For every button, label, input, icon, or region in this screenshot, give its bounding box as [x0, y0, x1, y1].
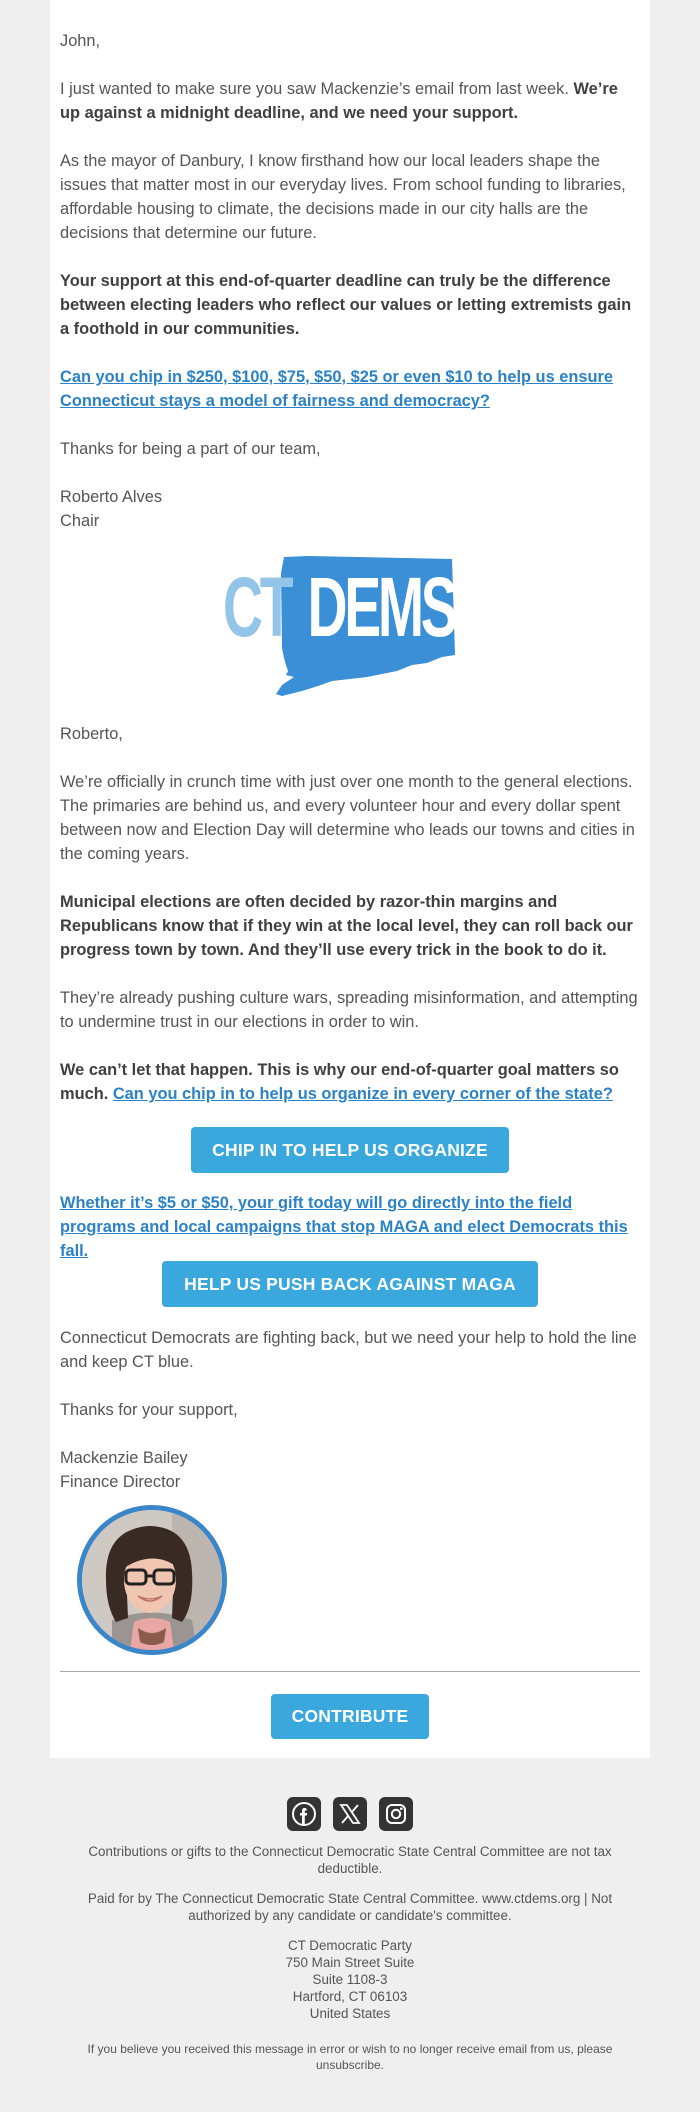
paragraph	[60, 365, 640, 413]
ct-dems-logo	[222, 553, 472, 701]
organize-link[interactable]: Can you chip in to help us organize in every corner of the state?	[112, 1085, 613, 1103]
paragraph: They’re already pushing culture wars, spreading misinformation, and attempting to undermine trust in our elections in order to win.	[60, 989, 638, 1031]
tax-disclaimer: Contributions or gifts to the Connecticut Democratic State Central Committee are not tax deductible.	[88, 1844, 612, 1876]
greeting: John,	[60, 32, 101, 50]
logo-text-ct: CT	[223, 560, 291, 654]
signer-title: Chair	[60, 512, 100, 530]
paragraph: Thanks for your support,	[60, 1401, 238, 1419]
paragraph	[60, 269, 640, 341]
address-line-1: 750 Main Street Suite	[285, 1955, 415, 1970]
signer-name: Roberto Alves	[60, 488, 163, 506]
contribute-button[interactable]: CONTRIBUTE	[271, 1694, 429, 1739]
gift-link[interactable]: Whether it’s $5 or $50, your gift today will go directly into the field programs and local campaigns that stop MAGA and elect Democrats this fall.	[60, 1194, 628, 1260]
paid-for-notice: Paid for by The Connecticut Democratic State Central Committee. www.ctdems.org | Not authorized by any candidate or candidate's committee.	[87, 1891, 613, 1923]
facebook-icon[interactable]	[287, 1797, 321, 1831]
bold-text: Municipal elections are often decided by razor-thin margins and Republicans know that if they win at the local level, they can roll back our progress town by town. And they’ll use every trick in the book to do it.	[60, 893, 633, 959]
bold-text: Your support at this end-of-quarter deadline can truly be the difference between electing leaders who reflect our values or letting extremists gain a foothold in our communities.	[60, 272, 632, 338]
email-card	[50, 0, 650, 1758]
avatar	[77, 1505, 227, 1655]
instagram-icon[interactable]	[379, 1797, 413, 1831]
paragraph	[60, 1191, 640, 1263]
signer-name: Mackenzie Bailey	[60, 1449, 188, 1467]
unsubscribe-link[interactable]: unsubscribe.	[315, 2058, 385, 2072]
bold-text: We can’t let that happen. This is why our end-of-quarter goal matters so much.	[60, 1061, 619, 1103]
x-icon[interactable]	[333, 1797, 367, 1831]
org-name: CT Democratic Party	[287, 1938, 412, 1953]
paragraph: Connecticut Democrats are fighting back, but we need your help to hold the line and keep CT blue.	[60, 1329, 637, 1371]
paragraph: As the mayor of Danbury, I know firsthand how our local leaders shape the issues that matter most in our everyday lives. From school funding to libraries, affordable housing to climate, the decisions made in our city halls are the decisions that determine our future.	[60, 152, 626, 242]
paragraph: I just wanted to make sure you saw Mackenzie’s email from last week. We’re up against a midnight deadline, and we need your support.	[60, 80, 618, 122]
greeting: Roberto,	[60, 725, 123, 743]
bold-text: We’re up against a midnight deadline, and we need your support.	[60, 80, 618, 122]
logo-text-dems: DEMS	[307, 560, 455, 654]
portrait-photo	[82, 1510, 222, 1650]
unsubscribe-notice: If you believe you received this message in error or wish to no longer receive email from us, please unsubscribe.	[87, 2042, 613, 2072]
divider	[60, 1671, 640, 1672]
chip-in-organize-button[interactable]: CHIP IN TO HELP US ORGANIZE	[191, 1127, 509, 1173]
paragraph: Thanks for being a part of our team,	[60, 440, 321, 458]
address-city: Hartford, CT 06103	[292, 1989, 408, 2004]
address-line-2: Suite 1108-3	[312, 1972, 388, 1987]
logo-text	[223, 561, 454, 653]
push-back-maga-button[interactable]: HELP US PUSH BACK AGAINST MAGA	[162, 1261, 538, 1307]
address-country: United States	[309, 2006, 391, 2021]
donate-link[interactable]: Can you chip in $250, $100, $75, $50, $25 or even $10 to help us ensure Connecticut stays a model of fairness and democracy?	[60, 368, 613, 410]
paragraph	[60, 1058, 640, 1106]
paragraph: We’re officially in crunch time with just over one month to the general elections. The primaries are behind us, and every volunteer hour and every dollar spent between now and Election Day will determine who leads our towns and cities in the coming years.	[60, 773, 635, 863]
paragraph	[60, 890, 640, 962]
signer-title: Finance Director	[60, 1473, 181, 1491]
